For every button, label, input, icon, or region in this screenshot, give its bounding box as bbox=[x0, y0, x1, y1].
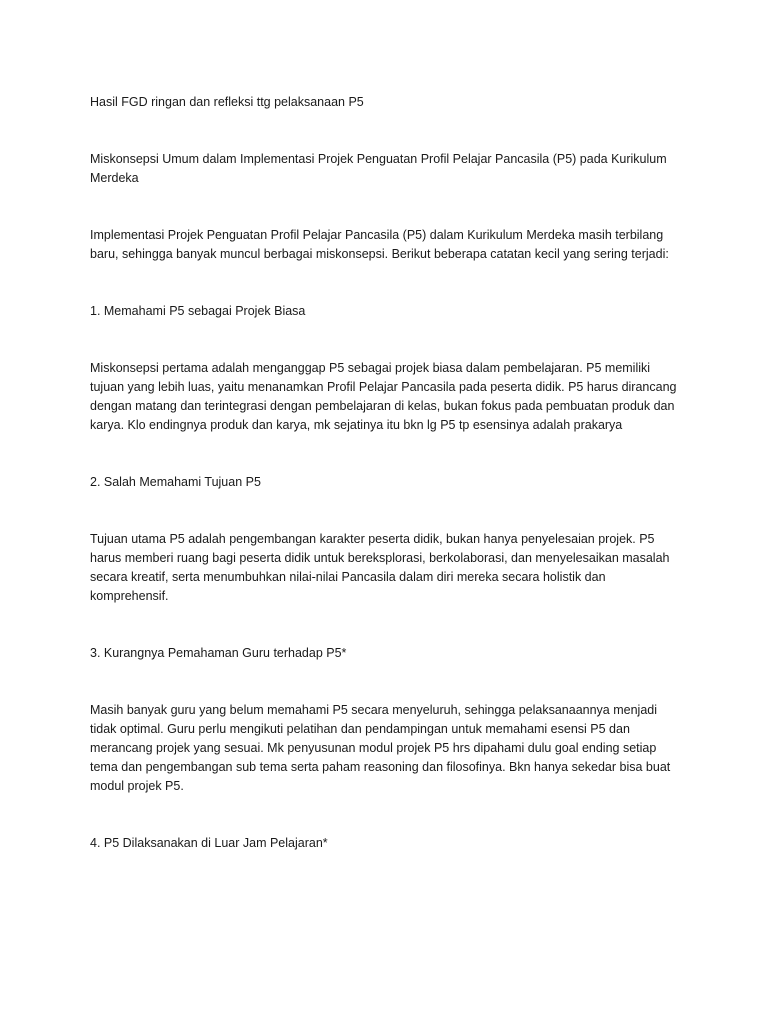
document-heading: Miskonsepsi Umum dalam Implementasi Projek Penguatan Profil Pelajar Pancasila (P5) pada Kurikulum Merdeka bbox=[90, 152, 667, 185]
section-heading-2: 2. Salah Memahami Tujuan P5 bbox=[90, 475, 261, 489]
section-body-2: Tujuan utama P5 adalah pengembangan karakter peserta didik, bukan hanya penyelesaian projek. P5 harus memberi ruang bagi peserta didik untuk bereksplorasi, berkolaborasi, dan menyelesaikan masalah secara kreatif, serta menumbuhkan nilai-nilai Pancasila dalam diri mereka secara holistik dan komprehensif. bbox=[90, 532, 670, 603]
section-heading-1: 1. Memahami P5 sebagai Projek Biasa bbox=[90, 304, 306, 318]
section-body-1: Miskonsepsi pertama adalah menganggap P5 sebagai projek biasa dalam pembelajaran. P5 memiliki tujuan yang lebih luas, yaitu menanamkan Profil Pelajar Pancasila pada peserta didik. P5 harus dirancang dengan matang dan terintegrasi dengan pembelajaran di kelas, bukan fokus pada pembuatan produk dan karya. Klo endingnya produk dan karya, mk sejatinya itu bkn lg P5 tp esensinya adalah prakarya bbox=[90, 361, 677, 432]
section-body-3: Masih banyak guru yang belum memahami P5 secara menyeluruh, sehingga pelaksanaannya menjadi tidak optimal. Guru perlu mengikuti pelatihan dan pendampingan untuk memahami esensi P5 dan merancang projek yang sesuai. Mk penyusunan modul projek P5 hrs dipahami dulu goal ending setiap tema dan pengembangan sub tema serta paham reasoning dan filosofinya. Bkn hanya sekedar bisa buat modul projek P5. bbox=[90, 703, 671, 793]
document-title-line: Hasil FGD ringan dan refleksi ttg pelaksanaan P5 bbox=[90, 95, 364, 109]
section-heading-4: 4. P5 Dilaksanakan di Luar Jam Pelajaran* bbox=[90, 836, 328, 850]
section-heading-3: 3. Kurangnya Pemahaman Guru terhadap P5* bbox=[90, 646, 347, 660]
document-body bbox=[90, 93, 680, 853]
intro-paragraph: Implementasi Projek Penguatan Profil Pelajar Pancasila (P5) dalam Kurikulum Merdeka masih terbilang baru, sehingga banyak muncul berbagai miskonsepsi. Berikut beberapa catatan kecil yang sering terjadi: bbox=[90, 228, 669, 261]
